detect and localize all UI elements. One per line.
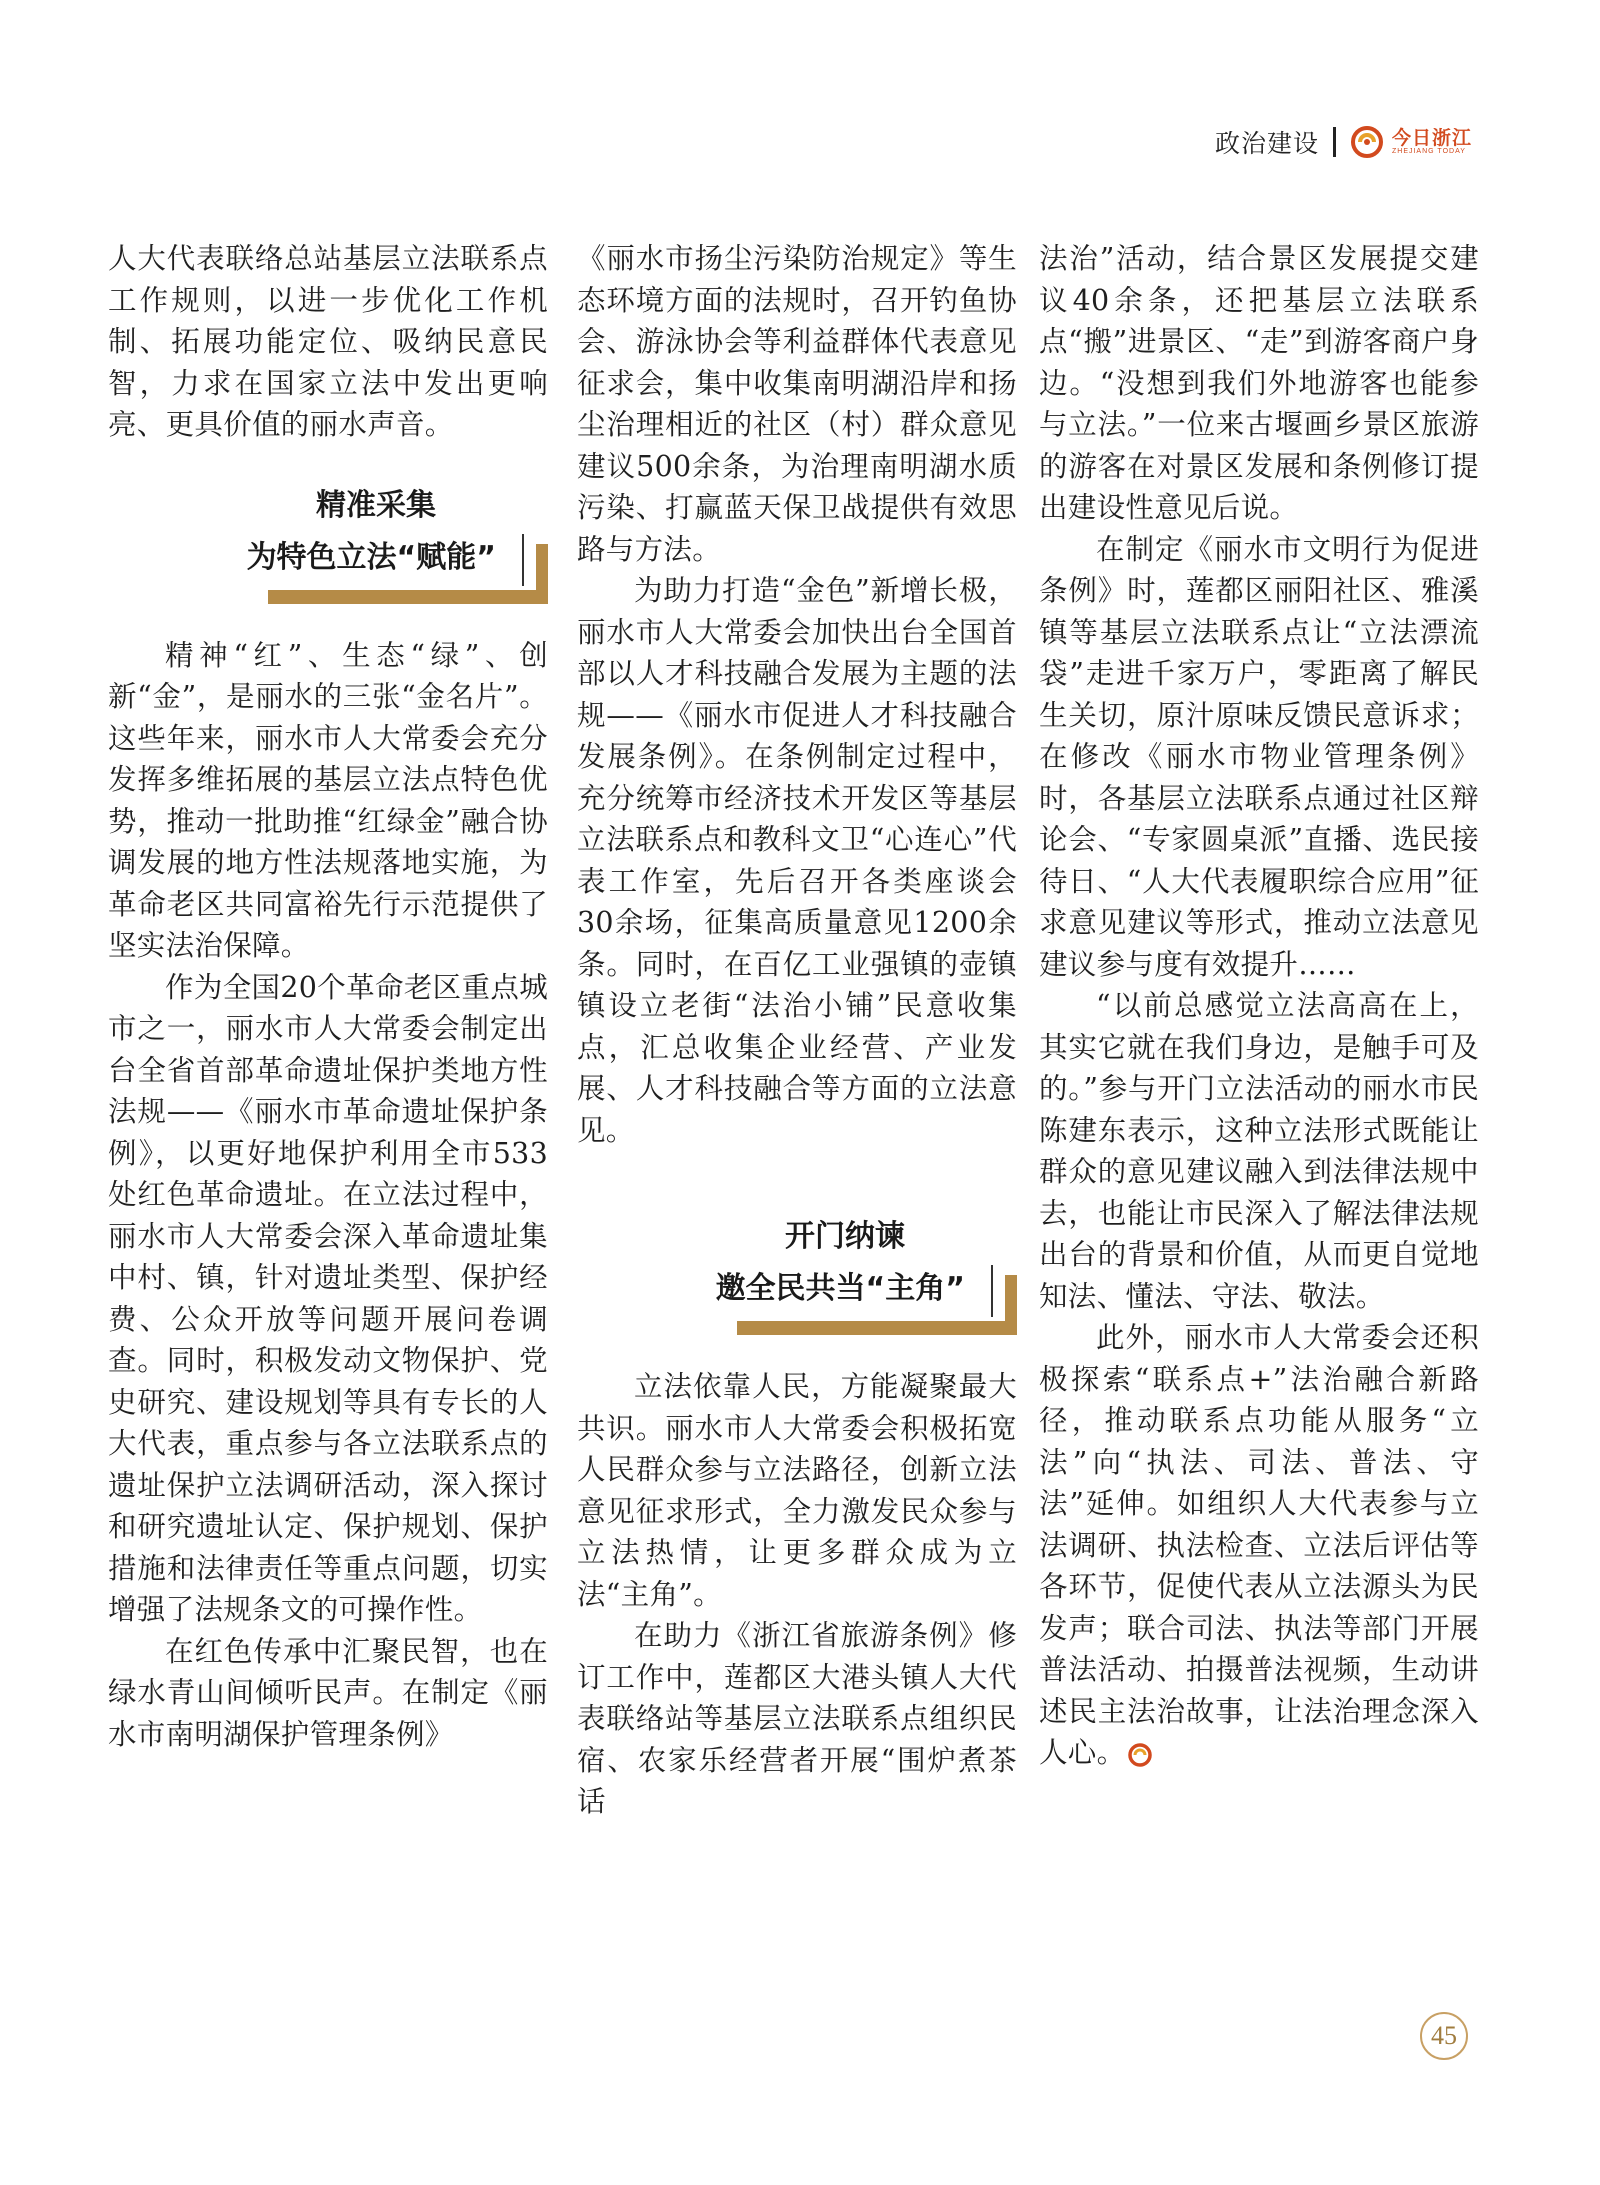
heading-1-rule [522,534,524,586]
col1-paragraph-2: 精神“红”、生态“绿”、创新“金”，是丽水的三张“金名片”。这些年来，丽水市人大常委会充分发挥多维拓展的基层立法点特色优势，推动一批助推“红绿金”融合协调发展的地方性法规落地实施，为革命老区共同富裕先行示范提供了坚实法治保障。 [108,638,548,962]
col2-paragraph-3: 立法依靠人民，方能凝聚最大共识。丽水市人大常委会积极拓宽人民群众参与立法路径，创新立法意见征求形式，全力激发民众参与立法热情，让更多群众成为立法“主角”。 [577,1370,1017,1611]
col1-paragraph-1: 人大代表联络总站基层立法联系点工作规则，以进一步优化工作机制、拓展功能定位、吸纳民意民智，力求在国家立法中发出更响亮、更具价值的丽水声音。 [108,242,548,441]
column-2 [577,238,1017,1823]
column-1 [108,238,548,1755]
header-divider [1333,127,1336,157]
section-label: 政治建设 [1214,129,1319,158]
section-heading-1 [108,472,548,617]
logo-chinese-text: 今日浙江 [1391,127,1472,149]
column-3 [1039,238,1479,1774]
heading-1-line-2: 为特色立法“赋能” [246,539,496,575]
col2-paragraph-1: 《丽水市扬尘污染防治规定》等生态环境方面的法规时，召开钓鱼协会、游泳协会等利益群体代表意见征求会，集中收集南明湖沿岸和扬尘治理相近的社区（村）群众意见建议500余条，为治理南明湖水质污染、打赢蓝天保卫战提供有效思路与方法。 [577,242,1017,566]
col3-paragraph-2: 在制定《丽水市文明行为促进条例》时，莲都区丽阳社区、雅溪镇等基层立法联系点让“立法漂流袋”走进千家万户，零距离了解民生关切，原汁原味反馈民意诉求；在修改《丽水市物业管理条例》时，各基层立法联系点通过社区辩论会、“专家圆桌派”直播、选民接待日、“人大代表履职综合应用”征求意见建议等形式，推动立法意见建议参与度有效提升…… [1039,532,1479,981]
page-number: 45 [1420,2012,1468,2060]
article-end-icon [1127,1742,1155,1768]
col3-paragraph-4-text: 此外，丽水市人大常委会还积极探索“联系点+”法治融合新路径，推动联系点功能从服务“立法”向“执法、司法、普法、守法”延伸。如组织人大代表参与立法调研、执法检查、立法后评估等各环节，促使代表从立法源头为民发声；联合司法、执法等部门开展普法活动、拍摄普法视频，生动讲述民主法治故事，让法治理念深入人心。 [1039,1321,1479,1769]
heading-2-rule [991,1265,993,1317]
heading-2-line-2: 邀全民共当“主角” [715,1271,965,1306]
col3-paragraph-1: 法治”活动，结合景区发展提交建议40余条，还把基层立法联系点“搬”进景区、“走”到游客商户身边。“没想到我们外地游客也能参与立法。”一位来古堰画乡景区旅游的游客在对景区发展和条例修订提出建设性意见后说。 [1039,242,1479,524]
heading-2-line-1: 开门纳谏 [785,1219,905,1254]
heading-1-line-1: 精准采集 [316,487,436,523]
col2-paragraph-2: 为助力打造“金色”新增长极，丽水市人大常委会加快出台全国首部以人才科技融合发展为主题的法规——《丽水市促进人才科技融合发展条例》。在条例制定过程中，充分统筹市经济技术开发区等基层立法联系点和教科文卫“心连心”代表工作室，先后召开各类座谈会30余场，征集高质量意见1200余条。同时，在百亿工业强镇的壶镇镇设立老街“法治小铺”民意收集点，汇总收集企业经营、产业发展、人才科技融合等方面的立法意见。 [577,574,1017,1147]
heading-1-bar-horizontal [268,590,548,604]
col1-paragraph-3: 作为全国20个革命老区重点城市之一，丽水市人大常委会制定出台全省首部革命遗址保护类地方性法规——《丽水市革命遗址保护条例》，以更好地保护利用全市533处红色革命遗址。在立法过程中，丽水市人大常委会深入革命遗址集中村、镇，针对遗址类型、保护经费、公众开放等问题开展问卷调查。同时，积极发动文物保护、党史研究、建设规划等具有专长的人大代表，重点参与各立法联系点的遗址保护立法调研活动，深入探讨和研究遗址认定、保护规划、保护措施和法律责任等重点问题，切实增强了法规条文的可操作性。 [108,970,548,1626]
page-header [1215,118,1472,166]
magazine-logo [1350,125,1472,159]
swirl-logo-icon [1350,125,1388,159]
heading-2-bar-horizontal [737,1321,1017,1335]
col1-paragraph-4: 在红色传承中汇聚民智，也在绿水青山间倾听民声。在制定《丽水市南明湖保护管理条例》 [108,1634,548,1751]
logo-english-text: ZHEJIANG TODAY [1391,148,1466,155]
col2-paragraph-4: 在助力《浙江省旅游条例》修订工作中，莲都区大港头镇人大代表联络站等基层立法联系点组织民宿、农家乐经营者开展“围炉煮茶话 [577,1619,1017,1818]
section-heading-2 [577,1203,1017,1348]
col3-paragraph-3: “以前总感觉立法高高在上，其实它就在我们身边，是触手可及的。”参与开门立法活动的丽水市民陈建东表示，这种立法形式既能让群众的意见建议融入到法律法规中去，也能让市民深入了解法律法规出台的背景和价值，从而更自觉地知法、懂法、守法、敬法。 [1039,989,1479,1313]
col3-paragraph-4 [1039,1317,1479,1774]
